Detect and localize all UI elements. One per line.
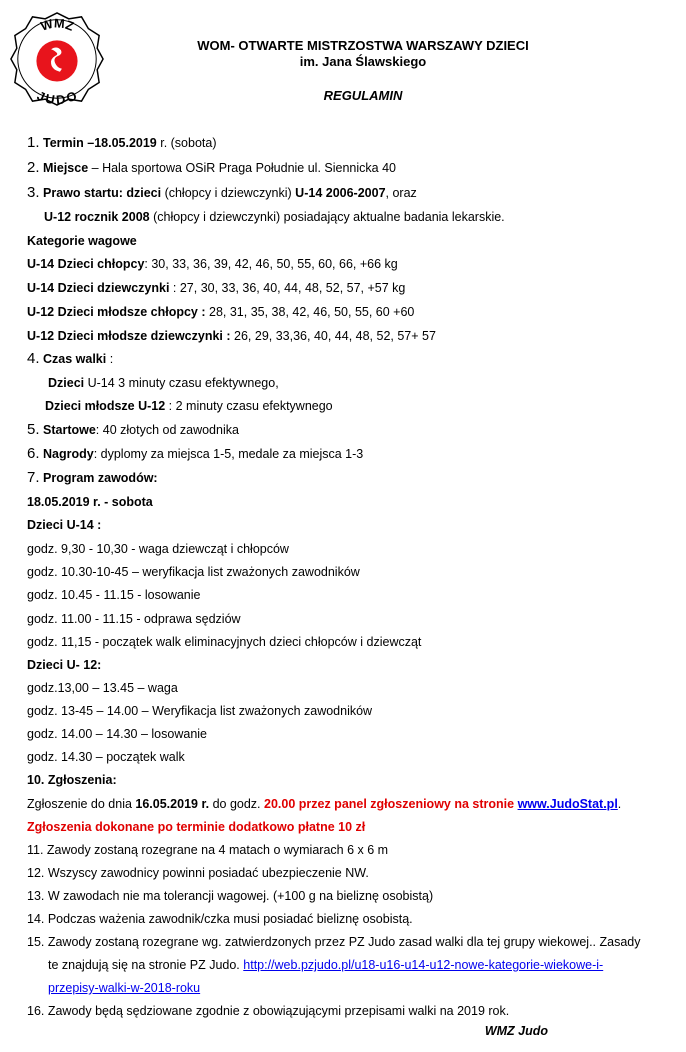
- rule-item: 12. Wszyscy zawodnicy powinni posiadać ubezpieczenie NW.: [27, 866, 369, 880]
- item-czas-walki: 4. Czas walki :: [27, 350, 114, 367]
- svg-text:WMZ: WMZ: [38, 15, 76, 34]
- weights-row: U-14 Dzieci chłopcy: 30, 33, 36, 39, 42, 46, 50, 55, 60, 66, +66 kg: [27, 257, 398, 271]
- schedule-line: godz. 10.45 - 11.15 - losowanie: [27, 588, 201, 602]
- item-nagrody: 6. Nagrody: dyplomy za miejsca 1-5, medale za miejsca 1-3: [27, 445, 364, 462]
- judostat-link[interactable]: www.JudoStat.pl: [517, 797, 618, 811]
- item-miejsce: 2. Miejsce – Hala sportowa OSiR Praga Południe ul. Siennicka 40: [27, 159, 396, 176]
- document-title: WOM- OTWARTE MISTRZOSTWA WARSZAWY DZIECI: [197, 38, 529, 53]
- document-subtitle: im. Jana Ślawskiego: [299, 54, 427, 69]
- schedule-line: godz.13,00 – 13.45 – waga: [27, 681, 178, 695]
- rule-item: 11. Zawody zostaną rozegrane na 4 matach o wymiarach 6 x 6 m: [27, 843, 389, 857]
- signature: WMZ Judo: [484, 1024, 548, 1038]
- svg-text:JUDO: JUDO: [34, 87, 79, 108]
- pzjudo-link-continued[interactable]: przepisy-walki-w-2018-roku: [48, 981, 201, 995]
- weights-row: U-12 Dzieci młodsze chłopcy : 28, 31, 35, 38, 42, 46, 50, 55, 60 +60: [27, 305, 415, 319]
- rule-item: 14. Podczas ważenia zawodnik/czka musi posiadać bieliznę osobistą.: [27, 912, 413, 926]
- program-u12-heading: Dzieci U- 12:: [27, 658, 102, 672]
- rule-item-15-cont: te znajdują się na stronie PZ Judo. http://web.pzjudo.pl/u18-u16-u14-u12-nowe-kategorie-wiekowe-i-: [48, 958, 604, 972]
- rule-item: 13. W zawodach nie ma tolerancji wagowej. (+100 g na bieliznę osobistą): [27, 889, 434, 903]
- item-prawo-startu: 3. Prawo startu: dzieci (chłopcy i dziewczynki) U-14 2006-2007, oraz: [27, 184, 417, 201]
- weights-row: U-14 Dzieci dziewczynki : 27, 30, 33, 36, 40, 44, 48, 52, 57, +57 kg: [27, 281, 406, 295]
- registration-info: Zgłoszenie do dnia 16.05.2019 r. do godz. 20.00 przez panel zgłoszeniowy na stronie www.JudoStat.pl.: [27, 797, 622, 811]
- item-prawo-startu-u12: U-12 rocznik 2008 (chłopcy i dziewczynki) posiadający aktualne badania lekarskie.: [44, 210, 505, 224]
- rule-item-16: 16. Zawody będą sędziowane zgodnie z obowiązującymi przepisami walki na 2019 rok.: [27, 1004, 510, 1018]
- weights-row: U-12 Dzieci młodsze dziewczynki : 26, 29, 33,36, 40, 44, 48, 52, 57+ 57: [27, 329, 436, 343]
- schedule-line: godz. 11.00 - 11.15 - odprawa sędziów: [27, 612, 241, 626]
- program-u14-heading: Dzieci U-14 :: [27, 518, 102, 532]
- czas-walki-u14: Dzieci U-14 3 minuty czasu efektywnego,: [48, 376, 279, 390]
- weights-heading: Kategorie wagowe: [27, 234, 137, 248]
- item-termin: 1. Termin –18.05.2019 r. (sobota): [27, 134, 217, 151]
- program-date: 18.05.2019 r. - sobota: [27, 495, 153, 509]
- schedule-line: godz. 11,15 - początek walk eliminacyjnych dzieci chłopców i dziewcząt: [27, 635, 422, 649]
- item-program: 7. Program zawodów:: [27, 469, 158, 486]
- rule-item-15: 15. Zawody zostaną rozegrane wg. zatwierdzonych przez PZ Judo zasad walki dla tej grupy wiekowej.. Zasady: [27, 935, 641, 949]
- schedule-line: godz. 13-45 – 14.00 – Weryfikacja list zważonych zawodników: [27, 704, 373, 718]
- schedule-line: godz. 9,30 - 10,30 - waga dziewcząt i chłopców: [27, 542, 289, 556]
- item-zgloszenia: 10. Zgłoszenia:: [27, 773, 117, 787]
- schedule-line: godz. 14.00 – 14.30 – losowanie: [27, 727, 207, 741]
- schedule-line: godz. 10.30-10-45 – weryfikacja list zważonych zawodników: [27, 565, 360, 579]
- late-registration-note: Zgłoszenia dokonane po terminie dodatkowo płatne 10 zł: [27, 820, 366, 834]
- schedule-line: godz. 14.30 – początek walk: [27, 750, 185, 764]
- czas-walki-u12: Dzieci młodsze U-12 : 2 minuty czasu efektywnego: [45, 399, 333, 413]
- document-type: REGULAMIN: [323, 88, 403, 103]
- rule-item-15-link-cont: [48, 980, 200, 996]
- item-startowe: 5. Startowe: 40 złotych od zawodnika: [27, 421, 239, 438]
- pzjudo-link[interactable]: http://web.pzjudo.pl/u18-u16-u14-u12-nowe-kategorie-wiekowe-i-: [243, 958, 604, 972]
